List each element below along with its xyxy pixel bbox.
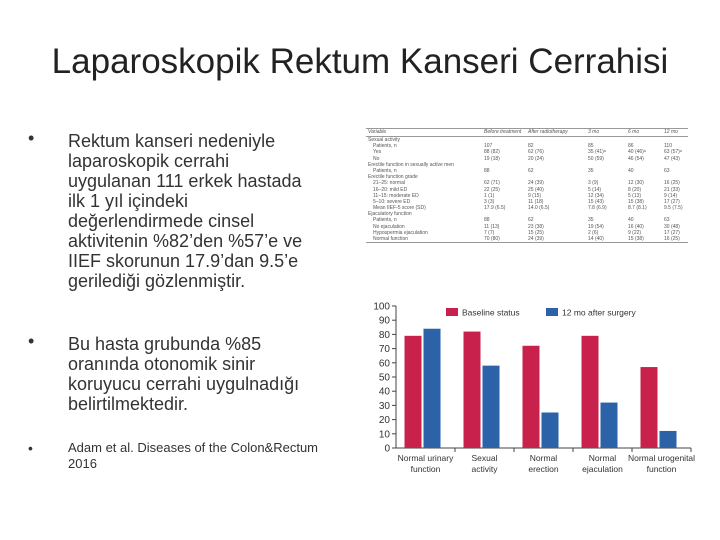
table-cell: 12 (34) — [588, 192, 604, 199]
x-tick-label: function — [410, 464, 441, 474]
table-cell: 62 — [528, 217, 534, 224]
table-cell: 5 (14) — [588, 186, 602, 193]
table-cell: 47 (43) — [664, 155, 680, 162]
table-cell: 88 (82) — [484, 149, 500, 156]
table-cell: 15 (25) — [528, 229, 544, 236]
table-cell: 19 (54) — [588, 223, 604, 230]
x-tick-label: activity — [471, 464, 498, 474]
table-cell: 15 (38) — [628, 236, 644, 242]
table-cell: Normal function — [373, 236, 409, 242]
table-cell: 7.8 (6.9) — [588, 205, 607, 212]
table-cell: 16 (40) — [628, 223, 644, 230]
table-cell: 40 — [628, 167, 634, 174]
table-cell: 11–15: moderate ED — [373, 192, 419, 199]
table-cell: 9.5 (7.5) — [664, 205, 683, 212]
legend-label: 12 mo after surgery — [562, 307, 636, 318]
table-cell: Hypospermia ejaculation — [373, 229, 428, 236]
table-cell: 63 — [664, 167, 670, 174]
table-cell: 62 — [528, 167, 534, 174]
y-tick-label: 0 — [384, 443, 390, 455]
table-cell: 23 (38) — [528, 223, 544, 230]
y-tick-label: 100 — [373, 301, 390, 313]
y-tick-label: 40 — [378, 386, 390, 398]
table-cell: 15 (38) — [628, 198, 644, 205]
table-cell: No — [373, 155, 380, 162]
table-cell: 88 — [484, 217, 490, 224]
bar-12mo — [601, 403, 618, 448]
table-cell: 50 (59) — [588, 155, 604, 162]
table-cell: Erectile function grade — [368, 174, 418, 181]
y-tick-label: 10 — [378, 429, 390, 441]
table-cell: 17.9 (6.5) — [484, 205, 506, 212]
table-cell: 16 (25) — [664, 236, 680, 242]
table-cell: 12 (30) — [628, 180, 644, 187]
table-cell: 85 — [588, 143, 594, 150]
bar-12mo — [542, 413, 559, 449]
bullet-text-2 — [68, 334, 299, 414]
table-cell: 3 (3) — [484, 198, 495, 205]
table-cell: 9 (22) — [628, 229, 642, 236]
bar-baseline — [523, 346, 540, 448]
legend-label: Baseline status — [462, 307, 520, 318]
table-cell: 24 (39) — [528, 180, 544, 187]
bullet-text-3 — [68, 440, 318, 472]
table-cell: 70 (80) — [484, 236, 500, 242]
y-tick-label: 90 — [378, 315, 390, 327]
table-cell: 3 (9) — [588, 180, 599, 187]
legend-swatch — [546, 308, 558, 316]
table-header-cell: 12 mo — [664, 129, 678, 135]
table-cell: 40 (46)ᵃ — [628, 149, 646, 156]
table-cell: 35 — [588, 167, 594, 174]
table-cell: 110 — [664, 143, 672, 150]
table-cell: 21–25: normal — [373, 180, 405, 187]
table-cell: 17 (27) — [664, 198, 680, 205]
table-header-cell: 6 mo — [628, 129, 640, 135]
table-cell: Patients, n — [373, 167, 397, 174]
table-cell: 11 (18) — [528, 198, 544, 205]
y-tick-label: 60 — [378, 358, 390, 370]
x-tick-label: function — [646, 464, 677, 474]
table-cell: 82 — [528, 143, 534, 150]
table-cell: 17 (27) — [664, 229, 680, 236]
bullet-2-line-2: oranında otonomik sinir — [68, 354, 256, 374]
bullet-1-line-7: IIEF skorunun 17.9’dan 9.5’e — [68, 251, 299, 271]
x-tick-label: erection — [528, 464, 559, 474]
bullet-1-line-5: değerlendirmede cinsel — [68, 211, 255, 231]
bullet-1-line-4: ilk 1 yıl içindeki — [68, 191, 189, 211]
bullet-1-line-6: aktivitenin %82’den %57’e ve — [68, 231, 303, 251]
legend-swatch — [446, 308, 458, 316]
table-cell: 63 — [664, 217, 670, 224]
table-header-cell: Before treatment — [484, 129, 522, 135]
table-cell: Patients, n — [373, 143, 397, 150]
bar-baseline — [641, 367, 658, 448]
table-cell: 35 — [588, 217, 594, 224]
table-cell: 30 (48) — [664, 223, 680, 230]
table-cell: Patients, n — [373, 217, 397, 224]
bullet-2-line-3: koruyucu cerrahi uygulnadığı — [68, 374, 300, 394]
table-cell: 22 (25) — [484, 186, 500, 193]
table-row — [366, 236, 688, 243]
x-tick-label: ejaculation — [582, 464, 623, 474]
table-header-cell: After radiotherapy — [528, 129, 568, 135]
bullet-marker-3: • — [28, 440, 33, 456]
bullet-2-line-1: Bu hasta grubunda %85 — [68, 334, 262, 354]
table-cell: 14.0 (6.5) — [528, 205, 550, 212]
table-cell: 46 (54) — [628, 155, 644, 162]
table-cell: 19 (18) — [484, 155, 500, 162]
table-cell: Yes — [373, 149, 382, 156]
table-cell: Mean IIEF-5 score (SD) — [373, 205, 426, 212]
table-cell: 14 (40) — [588, 236, 604, 242]
y-tick-label: 20 — [378, 415, 390, 427]
table-cell: 25 (40) — [528, 186, 544, 193]
bar-baseline — [464, 332, 481, 448]
bar-12mo — [483, 366, 500, 448]
table-cell: 107 — [484, 143, 493, 150]
table-cell: 15 (43) — [588, 198, 604, 205]
table-cell: 16 (25) — [664, 180, 680, 187]
bar-12mo — [660, 431, 677, 448]
y-tick-label: 30 — [378, 400, 390, 412]
table-cell: 21 (33) — [664, 186, 680, 193]
bullet-1-line-3: uygulanan 111 erkek hastada — [68, 171, 302, 191]
table-cell: 9 (15) — [528, 192, 542, 199]
table-cell: 9 (14) — [664, 192, 678, 199]
table-header-cell: 3 mo — [588, 129, 600, 135]
x-tick-label: Normal — [529, 453, 558, 463]
table-header-cell: Variable — [368, 129, 387, 135]
table-cell: 8.7 (8.1) — [628, 205, 647, 212]
bar-baseline — [582, 336, 599, 448]
table-cell: 63 (57)ᵃ — [664, 149, 682, 156]
table-cell: Erectile function in sexually active men — [368, 161, 454, 168]
table-cell: 62 (76) — [528, 149, 544, 156]
x-tick-label: Normal — [588, 453, 617, 463]
table-cell: 88 — [484, 167, 490, 174]
table-cell: 2 (6) — [588, 229, 599, 236]
x-tick-label: Normal urogenital — [627, 453, 696, 463]
table-cell: 35 (41)ᵃ — [588, 149, 606, 156]
table-cell: 20 (24) — [528, 155, 544, 162]
table-cell: 86 — [628, 143, 634, 150]
table-cell: 62 (71) — [484, 180, 500, 187]
bullet-marker-1: • — [28, 128, 35, 148]
y-tick-label: 50 — [378, 372, 390, 384]
table-cell: 8 (20) — [628, 186, 642, 193]
y-tick-label: 80 — [378, 329, 390, 341]
bar-baseline — [405, 336, 422, 448]
table-cell: 1 (1) — [484, 192, 495, 199]
table-cell: 5 (13) — [628, 192, 642, 199]
table-cell: Sexual activity — [368, 137, 400, 143]
table-cell: Ejaculatory function — [368, 211, 412, 218]
bullet-1-line-8: gerilediği gözlenmiştir. — [68, 271, 246, 291]
table-cell: 5–10: severe ED — [373, 198, 411, 205]
bullet-1-line-2: laparoskopik cerrahi — [68, 151, 230, 171]
function-bar-chart — [366, 298, 696, 488]
bullet-3-line-1: Adam et al. Diseases of the Colon&Rectum — [68, 440, 319, 455]
bullet-2-line-4: belirtilmektedir. — [68, 394, 189, 414]
bullet-marker-2: • — [28, 331, 35, 351]
slide-title: Laparoskopik Rektum Kanseri Cerrahisi — [51, 42, 669, 81]
bullet-1-line-1: Rektum kanseri nedeniyle — [68, 131, 276, 151]
table-cell: 7 (7) — [484, 229, 495, 236]
table-header — [366, 128, 688, 137]
bar-12mo — [424, 329, 441, 448]
table-cell: 16–20: mild ED — [373, 186, 408, 193]
y-tick-label: 70 — [378, 344, 390, 356]
table-cell: 11 (13) — [484, 223, 500, 230]
bullet-3-line-2: 2016 — [68, 456, 97, 471]
table-cell: No ejaculation — [373, 223, 405, 230]
x-tick-label: Normal urinary — [397, 453, 454, 463]
table-cell: 24 (39) — [528, 236, 544, 242]
table-cell: 40 — [628, 217, 634, 224]
results-table — [366, 128, 688, 288]
bullet-text-1 — [68, 131, 302, 291]
x-tick-label: Sexual — [471, 453, 498, 463]
